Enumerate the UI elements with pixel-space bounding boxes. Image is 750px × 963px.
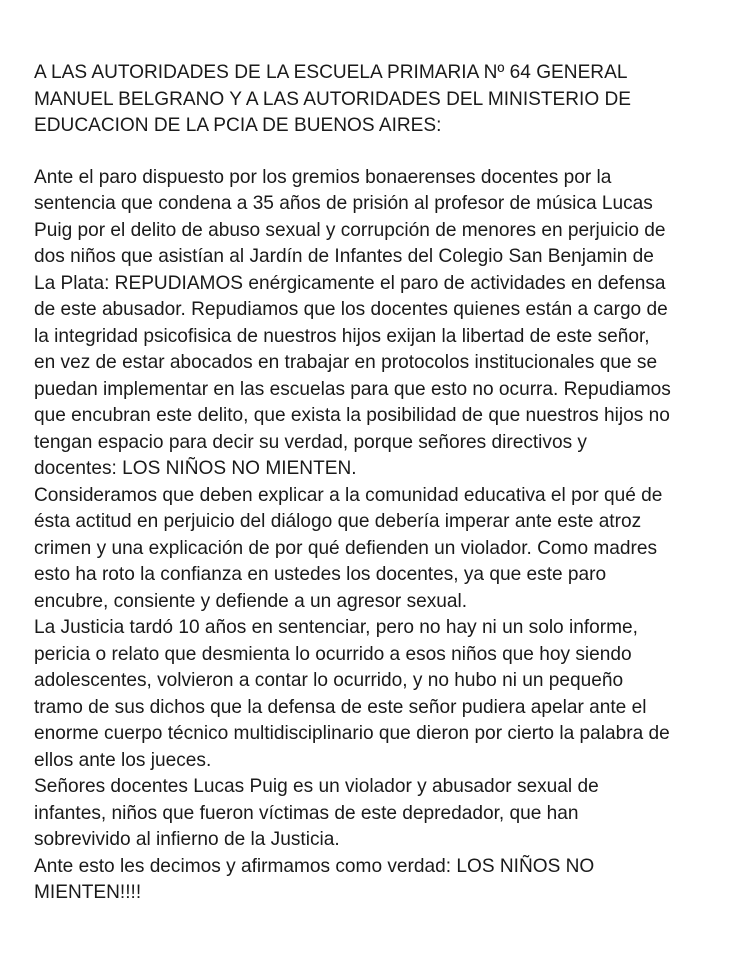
- text-line: ésta actitud en perjuicio del diálogo que debería imperar ante este atroz: [34, 511, 642, 532]
- text-line: Puig por el delito de abuso sexual y corrupción de menores en perjuicio de: [34, 219, 666, 241]
- heading-line: EDUCACION DE LA PCIA DE BUENOS AIRES:: [34, 115, 442, 136]
- text-line: tengan espacio para decir su verdad, porque señores directivos y: [34, 431, 587, 453]
- text-line: de este abusador. Repudiamos que los docentes quienes están a cargo de: [34, 299, 668, 320]
- paragraph-explanation: [34, 483, 734, 616]
- paragraph-justice: [34, 615, 734, 774]
- text-line: tramo de sus dichos que la defensa de este señor pudiera apelar ante el: [34, 696, 647, 718]
- paragraph-repudiation: [34, 165, 734, 483]
- text-line: pericia o relato que desmienta lo ocurrido a esos niños que hoy siendo: [34, 643, 632, 665]
- text-line: dos niños que asistían al Jardín de Infantes del Colegio San Benjamin de: [34, 246, 654, 267]
- text-line: la integridad psicofisica de nuestros hijos exijan la libertad de este señor,: [34, 325, 650, 347]
- text-line: enorme cuerpo técnico multidisciplinario que dieron por cierto la palabra de: [34, 723, 670, 744]
- text-line: puedan implementar en las escuelas para que esto no ocurra. Repudiamos: [34, 378, 671, 400]
- letter-document: [34, 60, 734, 907]
- paragraph-teachers: [34, 774, 734, 854]
- text-line: esto ha roto la confianza en ustedes los docentes, ya que este paro: [34, 564, 607, 585]
- text-line: Señores docentes Lucas Puig es un violador y abusador sexual de: [34, 776, 599, 797]
- text-line: docentes: LOS NIÑOS NO MIENTEN.: [34, 458, 357, 479]
- text-line: crimen y una explicación de por qué defienden un violador. Como madres: [34, 537, 658, 559]
- letter-heading: [34, 60, 734, 140]
- text-line: sobrevivido al infierno de la Justicia.: [34, 829, 340, 850]
- text-line: ellos ante los jueces.: [34, 749, 212, 771]
- text-line: en vez de estar abocados en trabajar en protocolos institucionales que se: [34, 352, 658, 373]
- text-line: La Justicia tardó 10 años en sentenciar, pero no hay ni un solo informe,: [34, 617, 638, 638]
- text-line: infantes, niños que fueron víctimas de este depredador, que han: [34, 802, 579, 824]
- text-line: Ante esto les decimos y afirmamos como verdad: LOS NIÑOS NO: [34, 855, 595, 877]
- heading-line: MANUEL BELGRANO Y A LAS AUTORIDADES DEL MINISTERIO DE: [34, 88, 632, 110]
- text-line: sentencia que condena a 35 años de prisión al profesor de música Lucas: [34, 193, 653, 214]
- text-line: La Plata: REPUDIAMOS enérgicamente el paro de actividades en defensa: [34, 272, 666, 294]
- text-line: Consideramos que deben explicar a la comunidad educativa el por qué de: [34, 484, 663, 506]
- text-line: adolescentes, volvieron a contar lo ocurrido, y no hubo ni un pequeño: [34, 670, 624, 691]
- paragraph-closing: [34, 854, 734, 907]
- heading-line: A LAS AUTORIDADES DE LA ESCUELA PRIMARIA Nº 64 GENERAL: [34, 62, 628, 83]
- text-line: encubre, consiente y defiende a un agresor sexual.: [34, 590, 468, 612]
- text-line: MIENTEN!!!!: [34, 882, 142, 903]
- text-line: Ante el paro dispuesto por los gremios bonaerenses docentes por la: [34, 166, 612, 188]
- text-line: que encubran este delito, que exista la posibilidad de que nuestros hijos no: [34, 405, 670, 426]
